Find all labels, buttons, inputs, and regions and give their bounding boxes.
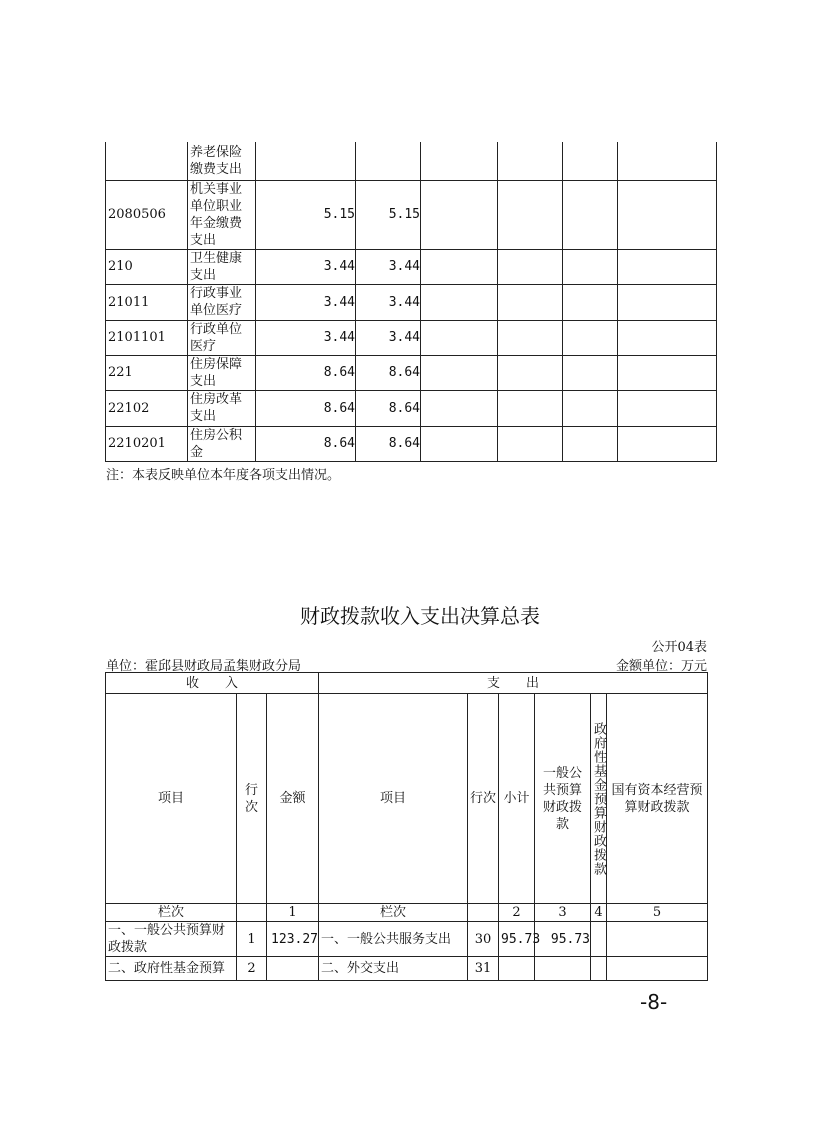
table-row-cell	[591, 957, 607, 981]
empty-cell	[618, 249, 717, 284]
summary-table	[105, 672, 708, 981]
table-row	[106, 957, 708, 981]
amount-unit-label: 金额单位：万元	[615, 659, 707, 674]
header-row-cell: 国有资本经营预算财政拨款	[607, 694, 708, 904]
column-number-row-cell: 栏次	[319, 904, 468, 922]
empty-cell	[498, 249, 563, 284]
page-title: 财政拨款收入支出决算总表	[300, 604, 540, 628]
column-number-row-cell	[237, 904, 267, 922]
table-row-cell	[607, 922, 708, 957]
cell-code: 221	[106, 355, 188, 390]
empty-cell	[498, 426, 563, 461]
cell-v1: 3.44	[256, 249, 356, 284]
empty-cell	[498, 390, 563, 426]
empty-cell	[421, 142, 498, 180]
income-header: 收 入	[106, 673, 319, 694]
empty-cell	[498, 320, 563, 355]
table-row-cell: 31	[468, 957, 499, 981]
empty-cell	[618, 142, 717, 180]
empty-cell	[618, 284, 717, 320]
empty-cell	[618, 426, 717, 461]
table-row-cell	[267, 957, 319, 981]
column-number-row-cell: 2	[499, 904, 535, 922]
table-row	[106, 284, 717, 320]
column-number-row	[106, 904, 708, 922]
empty-cell	[618, 180, 717, 249]
empty-cell	[498, 142, 563, 180]
cell-code: 21011	[106, 284, 188, 320]
page-number: -8-	[640, 990, 668, 1014]
cell-code: 2210201	[106, 426, 188, 461]
table-row-cell: 二、政府性基金预算	[106, 957, 237, 981]
cell-name: 住房改革支出	[188, 390, 256, 426]
table-row-cell: 123.27	[267, 922, 319, 957]
table-row-cell	[591, 922, 607, 957]
cell-v2: 5.15	[356, 180, 421, 249]
cell-code: 2080506	[106, 180, 188, 249]
cell-v2: 3.44	[356, 249, 421, 284]
cell-v1: 8.64	[256, 390, 356, 426]
table-row-cell: 一、一般公共服务支出	[319, 922, 468, 957]
header-row-cell: 项目	[319, 694, 468, 904]
empty-cell	[563, 320, 618, 355]
column-number-row-cell	[468, 904, 499, 922]
cell-v1: 8.64	[256, 355, 356, 390]
cell-name: 行政单位医疗	[188, 320, 256, 355]
column-number-row-cell: 5	[607, 904, 708, 922]
table-row-cell: 二、外交支出	[319, 957, 468, 981]
empty-cell	[421, 249, 498, 284]
table-note: 注：本表反映单位本年度各项支出情况。	[106, 468, 341, 483]
empty-cell	[498, 355, 563, 390]
table-row	[106, 390, 717, 426]
table-row	[106, 320, 717, 355]
empty-cell	[563, 426, 618, 461]
cell-name: 养老保险缴费支出	[188, 142, 256, 180]
column-number-row-cell: 4	[591, 904, 607, 922]
empty-cell	[421, 180, 498, 249]
header-row	[106, 694, 708, 904]
column-number-row-cell: 1	[267, 904, 319, 922]
empty-cell	[563, 180, 618, 249]
empty-cell	[618, 390, 717, 426]
cell-v2	[356, 142, 421, 180]
header-row-cell: 项目	[106, 694, 237, 904]
empty-cell	[563, 390, 618, 426]
header-row-cell: 一般公共预算财政拨款	[535, 694, 591, 904]
table-row	[106, 426, 717, 461]
table-row-cell: 30	[468, 922, 499, 957]
empty-cell	[618, 320, 717, 355]
table-row	[106, 249, 717, 284]
cell-code: 22102	[106, 390, 188, 426]
empty-cell	[421, 355, 498, 390]
empty-cell	[421, 320, 498, 355]
cell-code: 2101101	[106, 320, 188, 355]
cell-name: 住房公积金	[188, 426, 256, 461]
cell-v1: 3.44	[256, 320, 356, 355]
empty-cell	[421, 426, 498, 461]
table-row-cell: 95.73	[535, 922, 591, 957]
empty-cell	[563, 284, 618, 320]
table-row-cell: 一、一般公共预算财政拨款	[106, 922, 237, 957]
unit-label: 单位：霍邱县财政局孟集财政分局	[106, 659, 302, 674]
cell-v2: 8.64	[356, 390, 421, 426]
cell-code: 210	[106, 249, 188, 284]
table-row	[106, 355, 717, 390]
cell-name: 卫生健康支出	[188, 249, 256, 284]
table-row-cell	[535, 957, 591, 981]
header-row-cell: 小计	[499, 694, 535, 904]
cell-v2: 8.64	[356, 355, 421, 390]
empty-cell	[421, 390, 498, 426]
empty-cell	[563, 355, 618, 390]
table-row	[106, 142, 717, 180]
expense-detail-table	[105, 142, 717, 462]
header-row-cell: 政府性基金预算财政拨款	[591, 694, 607, 904]
cell-code	[106, 142, 188, 180]
header-row-cell: 行次	[468, 694, 499, 904]
cell-v1: 5.15	[256, 180, 356, 249]
form-number: 公开04表	[651, 640, 707, 655]
empty-cell	[421, 284, 498, 320]
empty-cell	[563, 249, 618, 284]
cell-v1: 3.44	[256, 284, 356, 320]
table-row-cell: 1	[237, 922, 267, 957]
table-row-cell	[499, 957, 535, 981]
expense-header: 支 出	[319, 673, 708, 694]
empty-cell	[498, 284, 563, 320]
cell-name: 机关事业单位职业年金缴费支出	[188, 180, 256, 249]
column-number-row-cell: 3	[535, 904, 591, 922]
table-row-cell: 2	[237, 957, 267, 981]
cell-v2: 3.44	[356, 320, 421, 355]
table-row-cell	[607, 957, 708, 981]
cell-v1	[256, 142, 356, 180]
header-row-cell: 金额	[267, 694, 319, 904]
cell-name: 行政事业单位医疗	[188, 284, 256, 320]
cell-v2: 3.44	[356, 284, 421, 320]
header-row-cell: 行次	[237, 694, 267, 904]
table-row	[106, 922, 708, 957]
empty-cell	[618, 355, 717, 390]
column-number-row-cell: 栏次	[106, 904, 237, 922]
cell-v2: 8.64	[356, 426, 421, 461]
table-row-cell: 95.73	[499, 922, 535, 957]
empty-cell	[563, 142, 618, 180]
cell-v1: 8.64	[256, 426, 356, 461]
table-row	[106, 180, 717, 249]
empty-cell	[498, 180, 563, 249]
cell-name: 住房保障支出	[188, 355, 256, 390]
